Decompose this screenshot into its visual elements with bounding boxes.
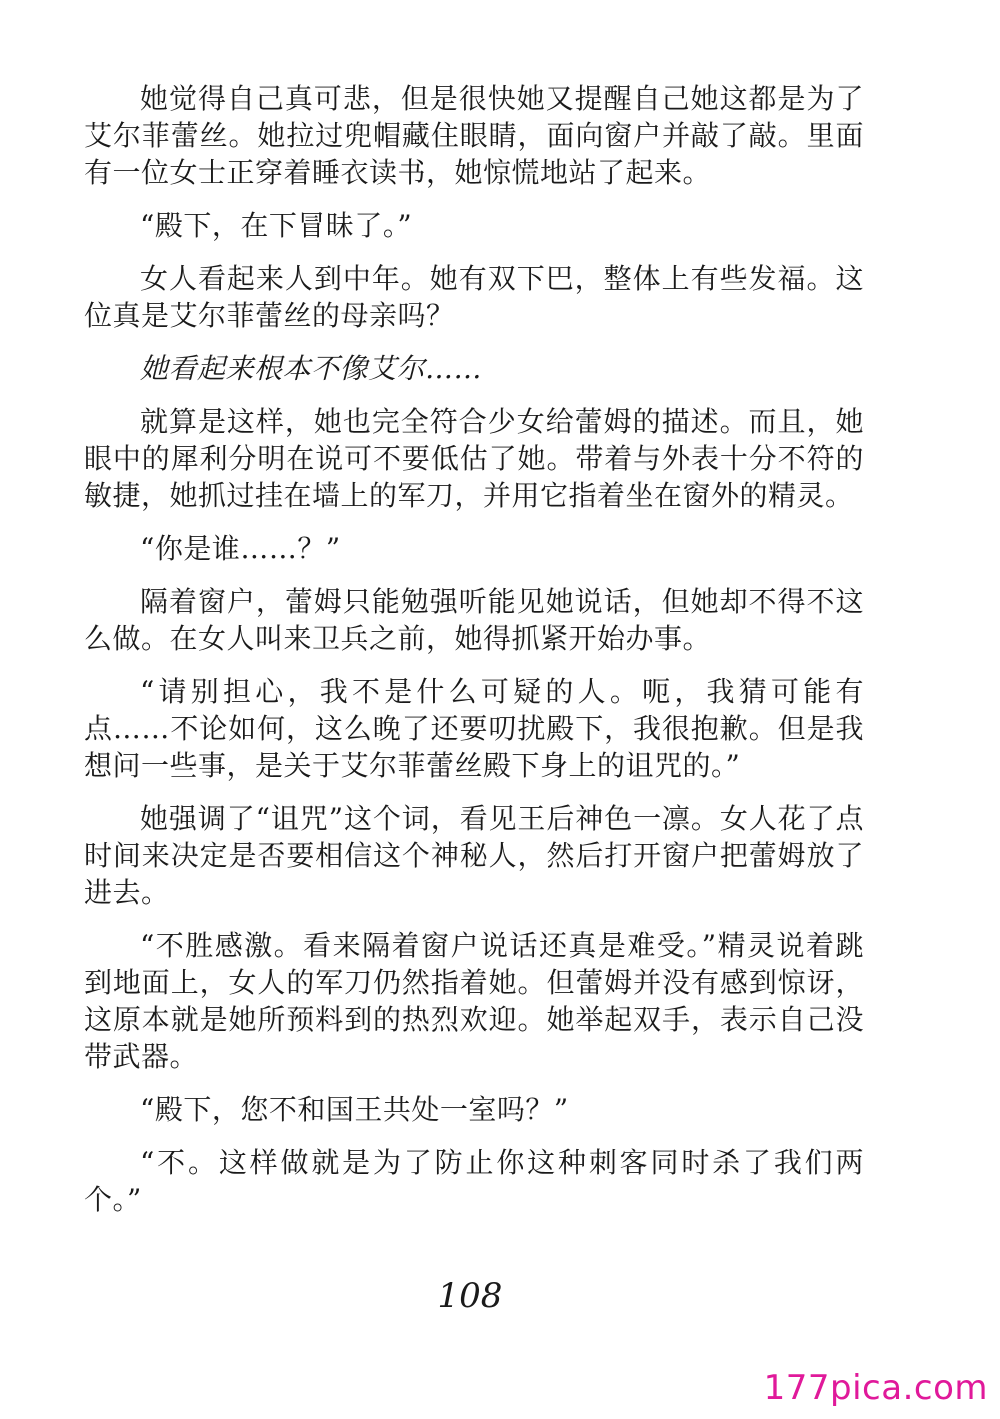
paragraph: “不。这样做就是为了防止你这种刺客同时杀了我们两个。”	[84, 1146, 864, 1216]
paragraph: “殿下，在下冒昧了。”	[140, 209, 413, 242]
paragraph-italic-thought: 她看起来根本不像艾尔……	[140, 352, 483, 385]
paragraph: 她觉得自己真可悲，但是很快她又提醒自己她这都是为了艾尔菲蕾丝。她拉过兜帽藏住眼睛，面向窗户并敲了敲。里面有一位女士正穿着睡衣读书，她惊慌地站了起来。	[84, 82, 864, 189]
paragraph: 女人看起来人到中年。她有双下巴，整体上有些发福。这位真是艾尔菲蕾丝的母亲吗？	[84, 262, 864, 332]
paragraph: 她强调了“诅咒”这个词，看见王后神色一凛。女人花了点时间来决定是否要相信这个神秘人，然后打开窗户把蕾姆放了进去。	[84, 802, 864, 909]
paragraph: “请别担心，我不是什么可疑的人。呃，我猜可能有点……不论如何，这么晚了还要叨扰殿下，我很抱歉。但是我想问一些事，是关于艾尔菲蕾丝殿下身上的诅咒的。”	[84, 675, 864, 782]
page-number: 108	[437, 1276, 503, 1316]
paragraph: “你是谁……？”	[140, 532, 341, 565]
paragraph: “殿下，您不和国王共处一室吗？”	[140, 1093, 569, 1126]
watermark: 177pica.com	[763, 1368, 988, 1408]
paragraph: 隔着窗户，蕾姆只能勉强听能见她说话，但她却不得不这么做。在女人叫来卫兵之前，她得抓紧开始办事。	[84, 585, 864, 655]
paragraph: 就算是这样，她也完全符合少女给蕾姆的描述。而且，她眼中的犀利分明在说可不要低估了她。带着与外表十分不符的敏捷，她抓过挂在墙上的军刀，并用它指着坐在窗外的精灵。	[84, 405, 864, 512]
paragraph: “不胜感激。看来隔着窗户说话还真是难受。”精灵说着跳到地面上，女人的军刀仍然指着她。但蕾姆并没有感到惊讶，这原本就是她所预料到的热烈欢迎。她举起双手，表示自己没带武器。	[84, 929, 864, 1073]
page-body	[84, 80, 864, 1234]
